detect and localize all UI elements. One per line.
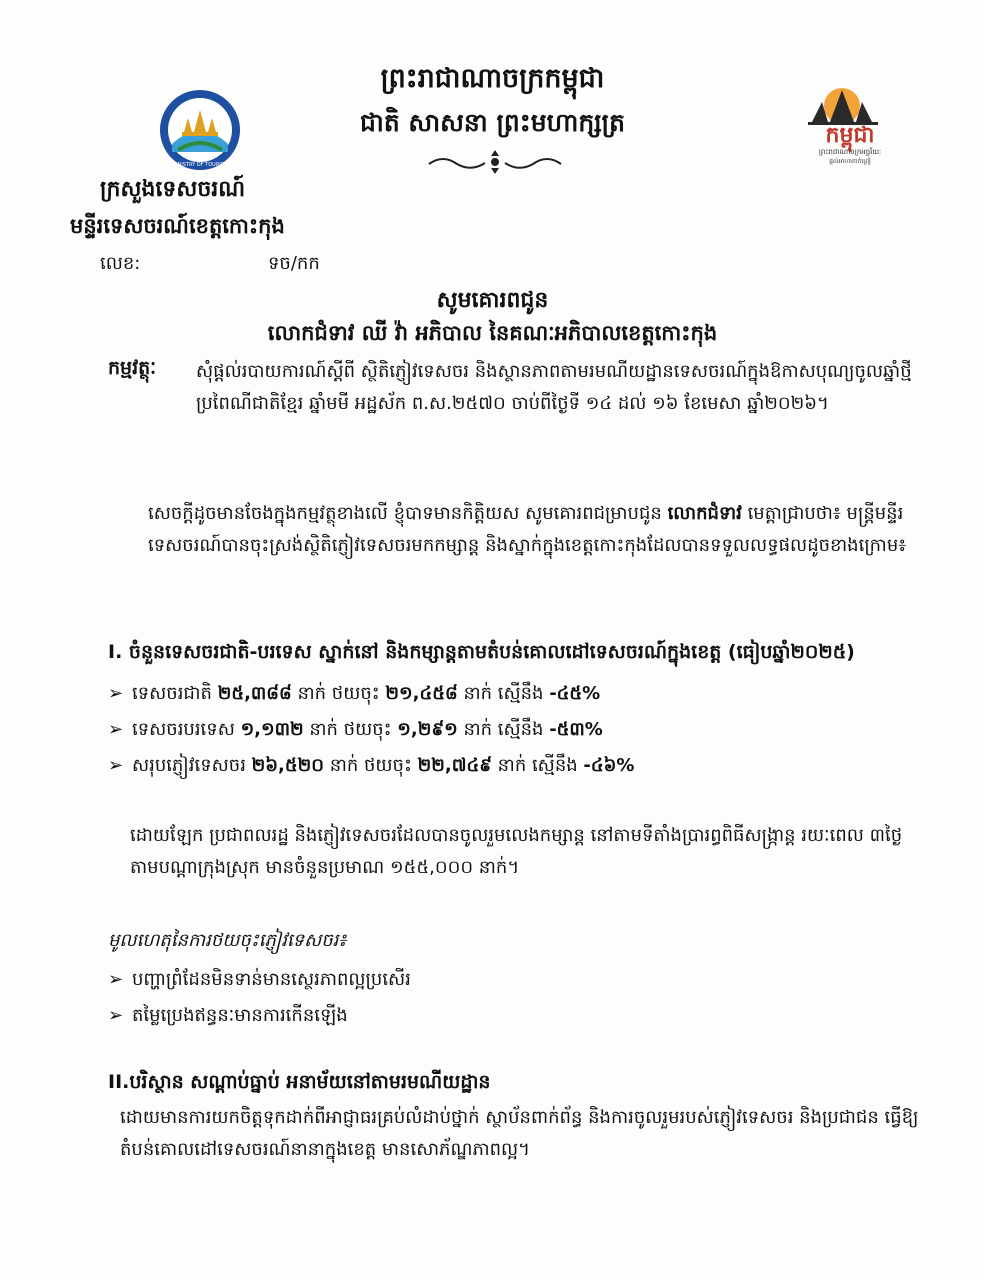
logo-brand-text: កម្ពុជា <box>825 123 875 148</box>
section-2-title: II.បរិស្ថាន សណ្តាប់ធ្នាប់ អនាម័យនៅតាមរមណីយដ្ឋាន <box>108 1071 491 1093</box>
intro-text-bold: លោកជំទាវ <box>667 503 742 524</box>
national-motto: ជាតិ សាសនា ព្រះមហាក្សត្រ <box>360 108 625 137</box>
arrow-bullet-icon: ➢ <box>108 755 124 776</box>
list-item: ➢ តម្លៃប្រេងឥន្ធនៈមានការកើនឡើង <box>108 998 411 1034</box>
arrow-bullet-icon: ➢ <box>108 1005 124 1026</box>
logo-tagline-1: ព្រះរាជាណាចក្រអច្ឆរិយៈ <box>818 148 882 156</box>
reasons-list <box>108 962 411 1034</box>
reference-number-label: លេខ: <box>100 253 141 274</box>
logo-tagline-2: ផ្តល់អាហាកាក់ព្រៀ <box>829 158 871 165</box>
respect-line: សូមគោរពជូន <box>436 288 549 313</box>
arrow-bullet-icon: ➢ <box>108 683 124 704</box>
list-item: ➢ បញ្ហាព្រំដែនមិនទាន់មានស្ថេរភាពល្អប្រសើរ <box>108 962 411 998</box>
ministry-name: ក្រសួងទេសចរណ៍ <box>100 177 246 202</box>
section-1-title: I. ចំនួនទេសចរជាតិ-បរទេស ស្នាក់នៅ និងកម្សាន្តតាមតំបន់គោលដៅទេសចរណ៍ក្នុងខេត្ត (ធៀបឆ្នាំ២០២៥) <box>108 641 855 663</box>
arrow-bullet-icon: ➢ <box>108 719 124 740</box>
recipient-line: លោកជំទាវ ឈី វ៉ា អភិបាល នៃគណៈអភិបាលខេត្តកោះកុង <box>267 321 718 345</box>
tourist-stats-list <box>108 676 634 784</box>
reasons-title: មូលហេតុនៃការថយចុះភ្ញៀវទេសចរ៖ <box>108 930 347 951</box>
reference-number-value: ទច/កក <box>268 253 320 274</box>
ornament-divider-icon <box>425 150 565 176</box>
list-item: ➢ សរុបភ្ញៀវទេសចរ ២៦,៥២០ នាក់ ថយចុះ ២២,៧៤៩ នាក់ ស្មើនឹង -៤៦% <box>108 748 634 784</box>
department-name: មន្ទីរទេសចរណ៍ខេត្តកោះកុង <box>70 214 285 238</box>
intro-paragraph <box>148 498 938 562</box>
arrow-bullet-icon: ➢ <box>108 969 124 990</box>
intro-text-after: មេត្តាជ្រាបថា៖ មន្ត្រីមន្ទីរទេសចរណ៍បានចុះស្រង់ស្ថិតិភ្ញៀវទេសចរមកកម្សាន្ត និងស្នាក់ក្នុងខេត្តកោះកុងដែលបានទទួលលទ្ធផលដូចខាងក្រោម៖ <box>148 503 907 556</box>
subject-text: សុំផ្តល់របាយការណ៍ស្តីពី ស្ថិតិភ្ញៀវទេសចរ និងស្ថានភាពតាមរមណីយដ្ឋានទេសចរណ៍ក្នុងឱកាសបុណ្យចូលឆ្នាំថ្មីប្រពៃណីជាតិខ្មែរ ឆ្នាំមមី អដ្ឋស័ក ព.ស.២៥៧០ ចាប់ពីថ្ងៃទី ១៤ ដល់ ១៦ ខែមេសា ឆ្នាំ២០២៦។ <box>196 361 912 414</box>
festival-note-paragraph: ដោយឡែក ប្រជាពលរដ្ឋ និងភ្ញៀវទេសចរដែលបានចូលរួមលេងកម្សាន្ត នៅតាមទីតាំងប្រារព្ធពិធីសង្ក្រាន្ត រយៈពេល ៣ថ្ងៃ តាមបណ្តាក្រុងស្រុក មានចំនួនប្រមាណ ១៥៥,០០០ នាក់។ <box>130 825 903 878</box>
kingdom-heading: ព្រះរាជាណាចក្រកម្ពុជា <box>380 63 605 94</box>
list-item: ➢ ទេសចរជាតិ ២៥,៣៨៨ នាក់ ថយចុះ ២១,៤៥៨ នាក់ ស្មើនឹង -៤៥% <box>108 676 634 712</box>
intro-text-before: សេចក្តីដូចមានចែងក្នុងកម្មវត្ថុខាងលើ ខ្ញុំបាទមានកិត្តិយស សូមគោរពជម្រាបជូន <box>148 503 668 524</box>
list-item: ➢ ទេសចរបរទេស ១,១៣២ នាក់ ថយចុះ ១,២៩១ នាក់ ស្មើនឹង -៥៣% <box>108 712 634 748</box>
subject-label: កម្មវត្ថុៈ <box>108 357 157 379</box>
logo-caption: MINISTRY OF TOURISM <box>171 162 229 168</box>
section-2-paragraph: ដោយមានការយកចិត្តទុកដាក់ពីអាជ្ញាធរគ្រប់លំដាប់ថ្នាក់ ស្ថាប័នពាក់ព័ន្ធ និងការចូលរួមរបស់ភ្ញៀវទេសចរ និងប្រជាជន ធ្វើឱ្យតំបន់គោលដៅទេសចរណ៍នានាក្នុងខេត្ត មានសោភ័ណ្ឌភាពល្អ។ <box>120 1107 919 1160</box>
